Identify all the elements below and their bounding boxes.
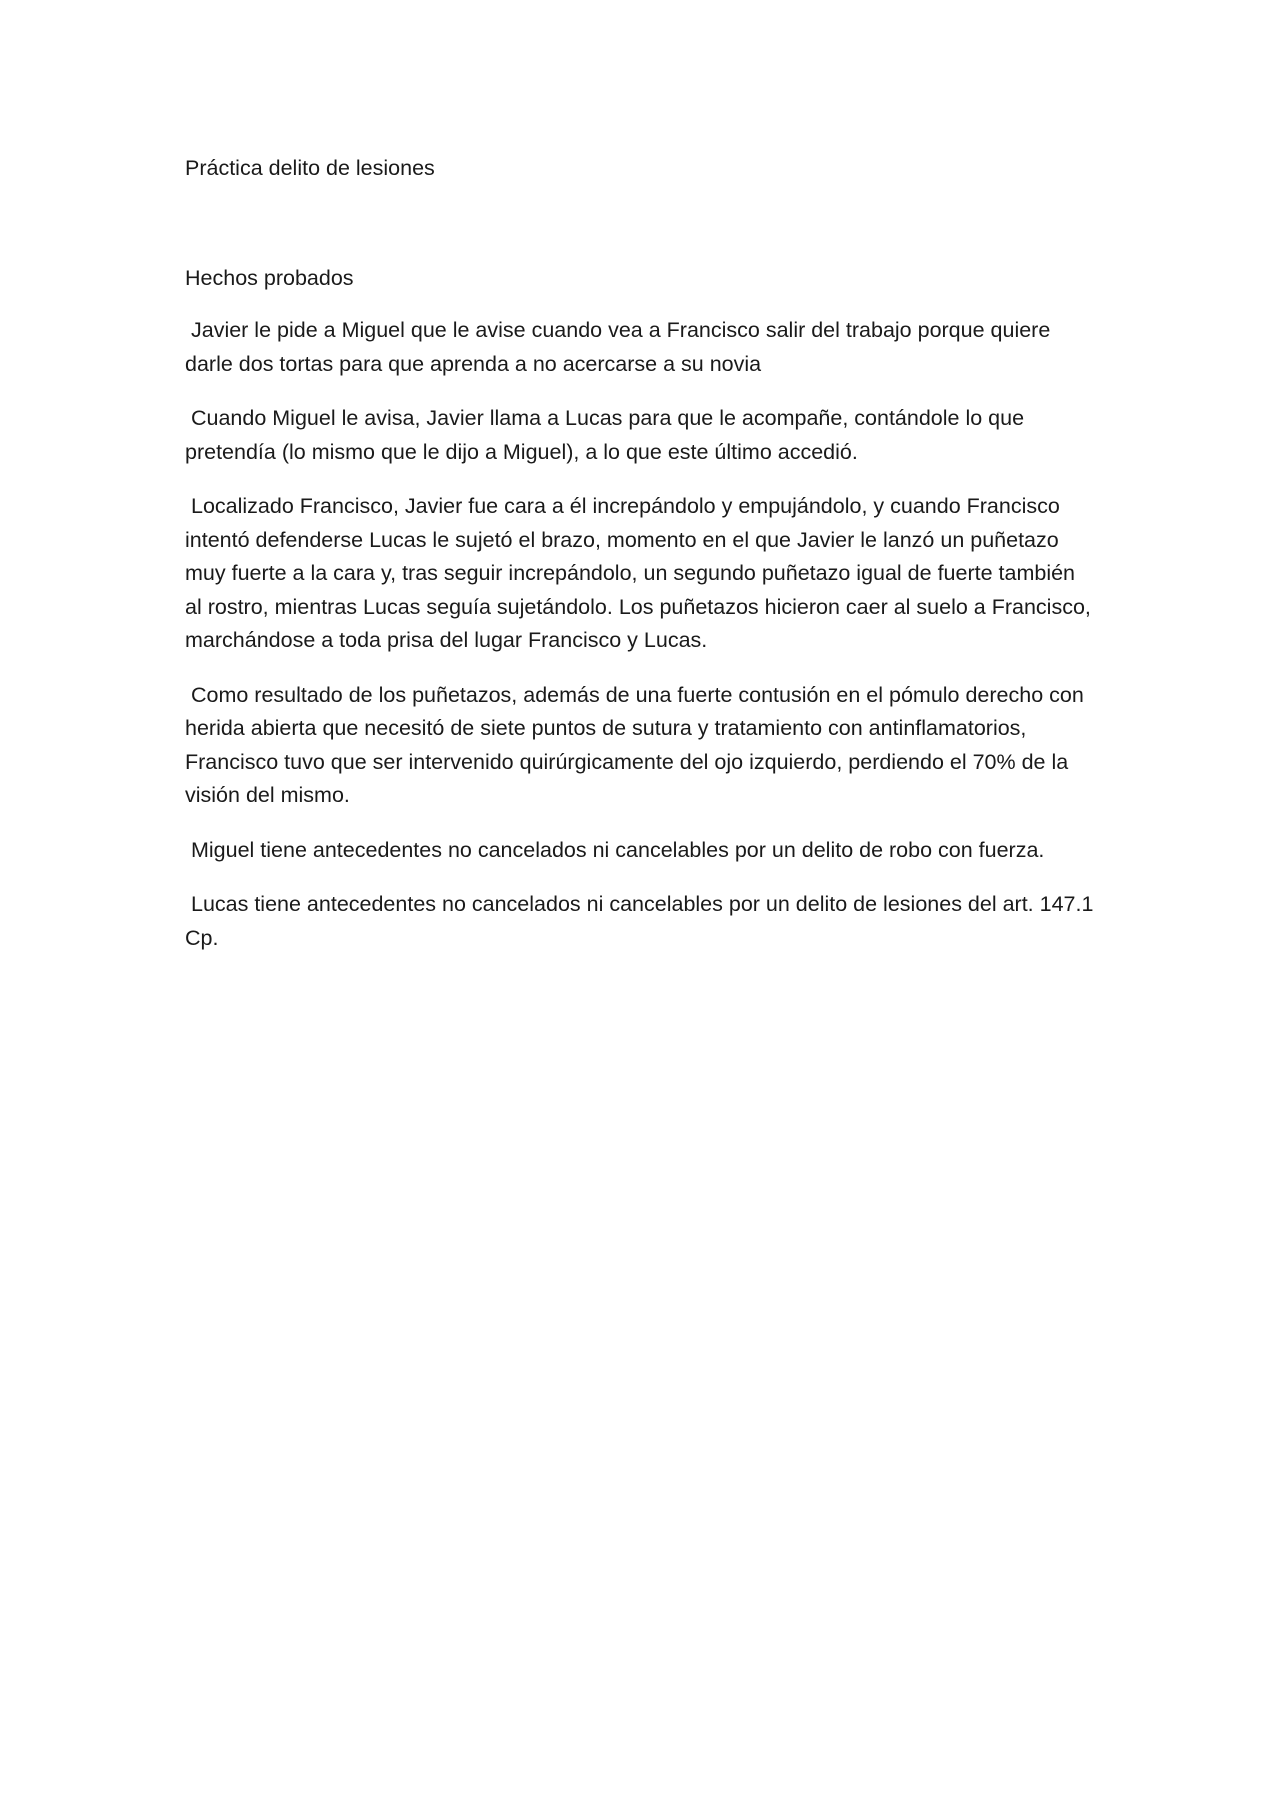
paragraph-5: Miguel tiene antecedentes no cancelados ni cancelables por un delito de robo con fuerza. bbox=[185, 837, 1045, 862]
paragraph-4: Como resultado de los puñetazos, además de una fuerte contusión en el pómulo derecho con herida abierta que necesitó de siete puntos de sutura y tratamiento con antinflamatorios, Francisco tuvo que ser intervenido quirúrgicamente del ojo izquierdo, perdiendo el 70% de la visión del mismo. bbox=[185, 682, 1090, 807]
paragraph-2: Cuando Miguel le avisa, Javier llama a Lucas para que le acompañe, contándole lo que pretendía (lo mismo que le dijo a Miguel), a lo que este último accedió. bbox=[185, 406, 1031, 464]
paragraph-6: Lucas tiene antecedentes no cancelados ni cancelables por un delito de lesiones del art. 147.1 Cp. bbox=[185, 892, 1100, 950]
section-heading: Hechos probados bbox=[185, 265, 354, 290]
document-body bbox=[185, 152, 1100, 976]
paragraph-1: Javier le pide a Miguel que le avise cuando vea a Francisco salir del trabajo porque quiere darle dos tortas para que aprenda a no acercarse a su novia bbox=[185, 318, 1057, 376]
document-title: Práctica delito de lesiones bbox=[185, 156, 435, 180]
paragraph-3: Localizado Francisco, Javier fue cara a él increpándolo y empujándolo, y cuando Francisco intentó defenderse Lucas le sujetó el brazo, momento en el que Javier le lanzó un puñetazo muy fuerte a la cara y, tras seguir increpándolo, un segundo puñetazo igual de fuerte también al rostro, mientras Lucas seguía sujetándolo. Los puñetazos hicieron caer al suelo a Francisco, marchándose a toda prisa del lugar Francisco y Lucas. bbox=[185, 494, 1097, 652]
